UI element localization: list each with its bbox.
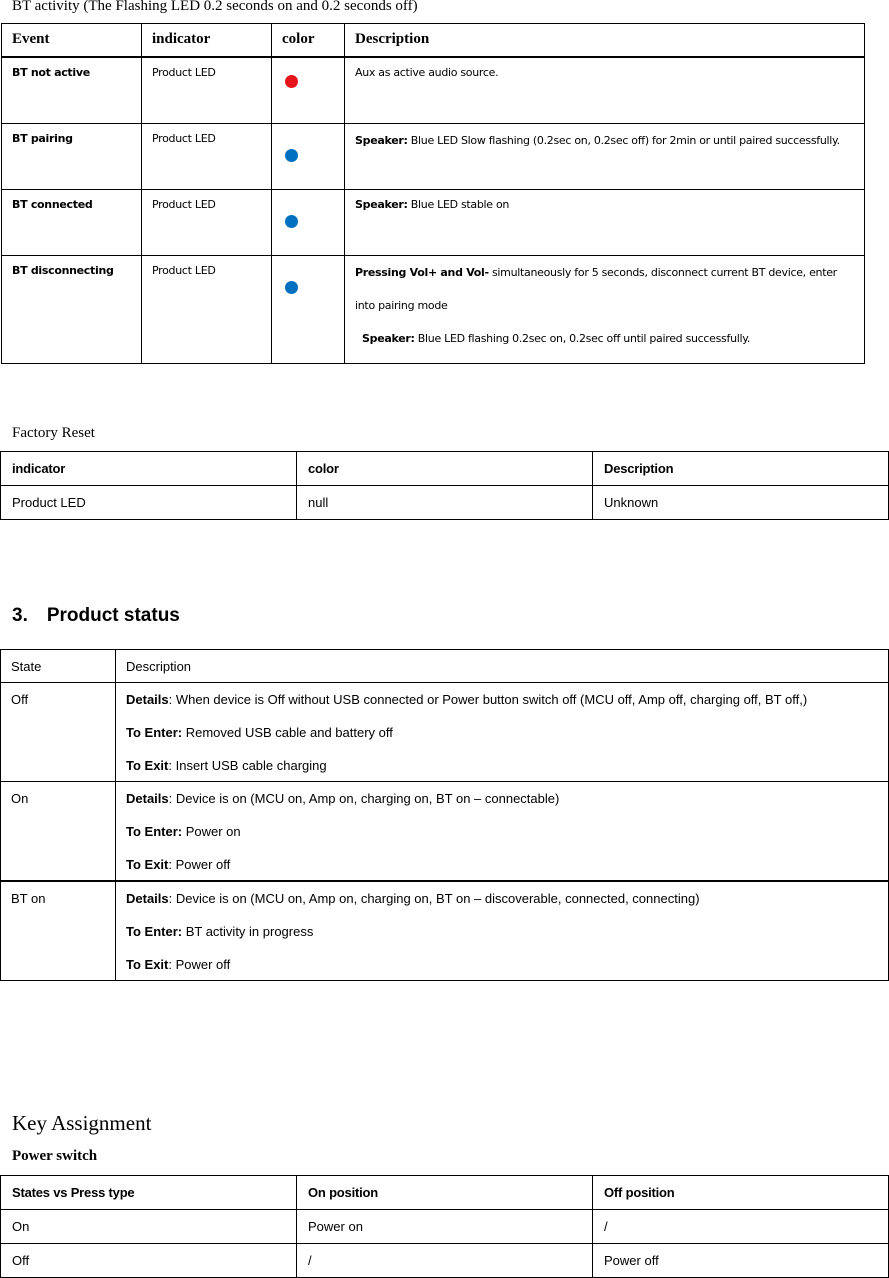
product-status-heading: 3. Product status	[12, 605, 180, 626]
table-row	[1, 486, 889, 520]
header-color: color	[272, 24, 345, 58]
exit-text: : Insert USB cable charging	[168, 758, 327, 773]
factory-reset-title: Factory Reset	[12, 425, 95, 441]
event-cell: BT disconnecting	[2, 255, 142, 363]
product-status-table	[0, 649, 889, 981]
indicator-cell: Product LED	[142, 189, 272, 255]
table-row	[2, 189, 865, 255]
table-header-row	[1, 650, 889, 683]
table-header-row	[1, 452, 889, 486]
state-cell: BT on	[1, 881, 116, 981]
red-dot-icon	[285, 75, 298, 88]
description-text: Blue LED stable on	[407, 197, 510, 211]
bt-activity-title: BT activity (The Flashing LED 0.2 seconds on and 0.2 seconds off)	[12, 0, 418, 14]
header-off-position: Off position	[593, 1176, 889, 1210]
enter-label: To Enter:	[126, 824, 183, 839]
indicator-cell: Product LED	[142, 57, 272, 123]
table-header-row	[2, 24, 865, 58]
factory-reset-table	[0, 451, 889, 520]
table-row	[2, 57, 865, 123]
description-cell	[116, 782, 889, 882]
header-description: Description	[345, 24, 865, 58]
enter-text: Power on	[182, 824, 241, 839]
description-cell	[345, 255, 865, 363]
event-cell: BT pairing	[2, 123, 142, 189]
blue-dot-icon	[285, 149, 298, 162]
description-cell	[116, 881, 889, 981]
exit-text: : Power off	[168, 857, 231, 872]
blue-dot-icon	[285, 215, 298, 228]
state-cell: Off	[1, 683, 116, 782]
header-description: Description	[116, 650, 889, 683]
description-label: Speaker:	[355, 133, 408, 147]
details-label: Details	[126, 891, 169, 906]
event-cell: BT not active	[2, 57, 142, 123]
bt-activity-table	[1, 23, 865, 364]
description-cell	[345, 189, 865, 255]
table-row	[2, 123, 865, 189]
details-label: Details	[126, 692, 169, 707]
key-assignment-title: Key Assignment	[12, 1111, 152, 1135]
description-text: Blue LED flashing 0.2sec on, 0.2sec off until paired successfully.	[414, 331, 751, 345]
exit-label: To Exit	[126, 758, 169, 773]
key-assignment-table	[0, 1175, 889, 1278]
exit-label: To Exit	[126, 857, 169, 872]
header-indicator: indicator	[1, 452, 297, 486]
state-cell: On	[1, 1210, 297, 1244]
details-label: Details	[126, 791, 169, 806]
state-cell: On	[1, 782, 116, 882]
description-cell	[116, 683, 889, 782]
details-text: : When device is Off without USB connected or Power button switch off (MCU off, Amp off, charging off, BT off,)	[168, 692, 808, 707]
enter-text: BT activity in progress	[182, 924, 314, 939]
enter-label: To Enter:	[126, 725, 183, 740]
event-cell: BT connected	[2, 189, 142, 255]
on-position-cell: /	[297, 1244, 593, 1278]
header-indicator: indicator	[142, 24, 272, 58]
description-text: Blue LED Slow flashing (0.2sec on, 0.2sec off) for 2min or until paired successfully.	[407, 133, 840, 147]
exit-text: : Power off	[168, 957, 231, 972]
description-label: Speaker:	[362, 331, 415, 345]
indicator-cell: Product LED	[1, 486, 297, 520]
header-state: State	[1, 650, 116, 683]
description-label: Speaker:	[355, 197, 408, 211]
header-states: States vs Press type	[1, 1176, 297, 1210]
table-row	[1, 683, 889, 782]
description-text: simultaneously for 5 seconds, disconnect current BT device, enter into pairing mode	[355, 265, 837, 312]
table-row	[1, 1210, 889, 1244]
blue-dot-icon	[285, 281, 298, 294]
state-cell: Off	[1, 1244, 297, 1278]
on-position-cell: Power on	[297, 1210, 593, 1244]
off-position-cell: Power off	[593, 1244, 889, 1278]
description-cell: Unknown	[593, 486, 889, 520]
exit-label: To Exit	[126, 957, 169, 972]
indicator-cell: Product LED	[142, 255, 272, 363]
header-description: Description	[593, 452, 889, 486]
enter-text: Removed USB cable and battery off	[182, 725, 393, 740]
indicator-cell: Product LED	[142, 123, 272, 189]
header-color: color	[297, 452, 593, 486]
table-row	[1, 1244, 889, 1278]
table-row	[1, 881, 889, 981]
enter-label: To Enter:	[126, 924, 183, 939]
table-header-row	[1, 1176, 889, 1210]
details-text: : Device is on (MCU on, Amp on, charging on, BT on – connectable)	[168, 791, 560, 806]
power-switch-subtitle: Power switch	[12, 1148, 98, 1164]
header-event: Event	[2, 24, 142, 58]
off-position-cell: /	[593, 1210, 889, 1244]
details-text: : Device is on (MCU on, Amp on, charging on, BT on – discoverable, connected, connecting)	[168, 891, 700, 906]
header-on-position: On position	[297, 1176, 593, 1210]
color-cell: null	[297, 486, 593, 520]
table-row	[2, 255, 865, 363]
description-cell	[345, 123, 865, 189]
table-row	[1, 782, 889, 882]
description-cell: Aux as active audio source.	[345, 57, 865, 123]
description-label: Pressing Vol+ and Vol-	[355, 265, 489, 279]
